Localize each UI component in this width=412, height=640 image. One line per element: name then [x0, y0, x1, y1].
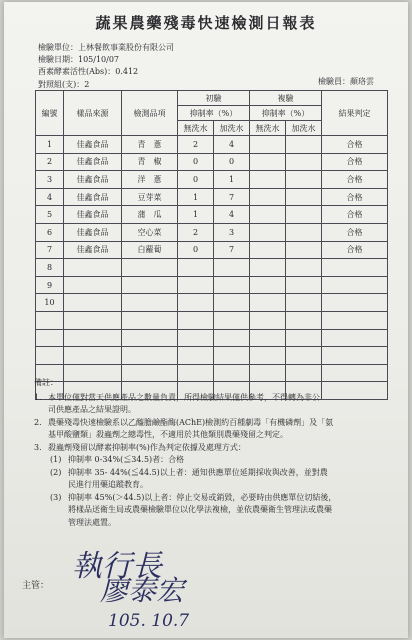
row-recheck-no-wash	[250, 206, 286, 224]
row-recheck-add-wash	[286, 188, 322, 206]
row-source	[64, 294, 122, 312]
header-recheck-label: 複驗	[277, 93, 294, 103]
row-no: 6	[36, 223, 64, 241]
row-recheck-no-wash	[250, 294, 286, 312]
row-item	[122, 294, 178, 312]
row-result	[322, 259, 388, 277]
note-item	[34, 492, 386, 530]
row-result	[322, 294, 388, 312]
table-row	[36, 223, 388, 241]
row-initial-no-wash: 0	[178, 241, 214, 259]
row-source: 佳鑫食品	[64, 171, 122, 189]
inspection-date: 檢驗日期：105/10/07	[38, 55, 120, 64]
row-item: 豆芽菜	[122, 188, 178, 206]
row-initial-add-wash	[214, 347, 250, 365]
row-result: 合格	[322, 171, 388, 189]
note-item	[34, 417, 386, 442]
table-row	[36, 276, 388, 294]
table-row	[36, 259, 388, 277]
row-result	[322, 347, 388, 365]
table-row	[36, 347, 388, 365]
table-row	[36, 329, 388, 347]
row-source: 佳鑫食品	[64, 206, 122, 224]
row-source: 佳鑫食品	[64, 223, 122, 241]
row-initial-no-wash: 2	[178, 136, 214, 154]
note-line: 管理法處置。	[68, 517, 116, 527]
row-recheck-no-wash	[250, 188, 286, 206]
row-item: 白蘿蔔	[122, 241, 178, 259]
header-initial-label: 初驗	[205, 93, 222, 103]
note-line: 抑制率 0-34%(≦34.5)者：合格	[68, 455, 185, 464]
report-sheet	[4, 2, 408, 638]
row-recheck-add-wash	[286, 294, 322, 312]
row-recheck-add-wash	[286, 206, 322, 224]
note-line: 司供應產品之結果證明。	[48, 405, 136, 414]
header-recheck-rate: 抑制率（%）	[250, 106, 322, 121]
note-item	[34, 454, 386, 467]
table-row	[36, 188, 388, 206]
note-number: 2.	[34, 417, 42, 427]
report-title: 蔬果農藥殘毒快速檢測日報表	[95, 14, 317, 32]
row-item	[122, 259, 178, 277]
row-source: 佳鑫食品	[64, 241, 122, 259]
row-initial-add-wash: 4	[214, 136, 250, 154]
note-text	[48, 442, 246, 455]
row-initial-add-wash	[214, 329, 250, 347]
row-source	[64, 259, 122, 277]
row-initial-no-wash	[178, 276, 214, 294]
row-recheck-add-wash	[286, 153, 322, 171]
row-item: 青 椒	[122, 153, 178, 171]
row-recheck-no-wash	[250, 223, 286, 241]
row-item: 青 蔥	[122, 136, 178, 154]
header-source: 樣品來源	[64, 91, 122, 136]
table-row	[36, 294, 388, 312]
header-recheck-add-wash: 加洗水	[286, 121, 322, 136]
note-line: 殺蟲劑殘留以酵素抑制率(%)作為判定依據及處理方式：	[48, 442, 246, 452]
row-initial-no-wash	[178, 347, 214, 365]
row-result: 合格	[322, 241, 388, 259]
note-line: 民進行用藥追蹤教育。	[68, 480, 148, 489]
row-recheck-no-wash	[250, 153, 286, 171]
row-result: 合格	[322, 188, 388, 206]
table-row	[36, 241, 388, 259]
row-recheck-no-wash	[250, 276, 286, 294]
row-no: 5	[36, 206, 64, 224]
row-recheck-no-wash	[250, 259, 286, 277]
note-number: (3)	[50, 492, 62, 502]
table-row	[36, 136, 388, 154]
row-initial-no-wash	[178, 311, 214, 329]
row-no: 3	[36, 171, 64, 189]
row-recheck-add-wash	[286, 241, 322, 259]
note-line: 將樣品送衛生局或農藥檢驗單位以化學法複檢，並依農藥衛生管理法或農藥	[68, 505, 332, 514]
row-result: 合格	[322, 206, 388, 224]
row-recheck-add-wash	[286, 171, 322, 189]
note-number: 1.	[34, 392, 42, 402]
enzyme-activity: 酉素酵素活性(Abs)：0.412	[38, 67, 139, 76]
row-initial-no-wash	[178, 329, 214, 347]
row-recheck-add-wash	[286, 223, 322, 241]
note-text	[68, 492, 336, 530]
note-text	[68, 467, 328, 492]
header-recheck-no-wash: 無洗水	[250, 121, 286, 136]
note-line: 抑制率 35- 44%(≦44.5)以上者：通知供應單位延期採收與改善，並對農	[68, 467, 328, 477]
signature-date: 105. 10.7	[108, 611, 190, 630]
note-text	[68, 454, 184, 467]
note-number: (2)	[50, 467, 62, 477]
note-line: 基甲酸鹽類」殺蟲劑之總毒性，不適用於其他類別農藥殘留之判定。	[48, 430, 288, 439]
row-item: 蒲 瓜	[122, 206, 178, 224]
row-result: 合格	[322, 153, 388, 171]
header-no: 編號	[36, 91, 64, 136]
row-initial-add-wash: 3	[214, 223, 250, 241]
table-row	[36, 311, 388, 329]
row-initial-no-wash: 0	[178, 153, 214, 171]
row-source: 佳鑫食品	[64, 153, 122, 171]
row-no: 10	[36, 294, 64, 312]
row-item	[122, 276, 178, 294]
note-number: 3.	[34, 442, 42, 452]
row-result: 合格	[322, 223, 388, 241]
row-item	[122, 311, 178, 329]
row-initial-add-wash: 7	[214, 188, 250, 206]
row-source	[64, 276, 122, 294]
row-initial-add-wash: 0	[214, 153, 250, 171]
table-row	[36, 206, 388, 224]
note-item	[34, 392, 386, 417]
header-initial	[178, 91, 250, 106]
row-result: 合格	[322, 136, 388, 154]
header-recheck	[250, 91, 322, 106]
row-result	[322, 329, 388, 347]
signature-line2: 廖泰宏	[100, 574, 185, 607]
row-recheck-no-wash	[250, 171, 286, 189]
row-recheck-no-wash	[250, 347, 286, 365]
note-text	[48, 417, 333, 442]
row-initial-add-wash	[214, 294, 250, 312]
row-recheck-add-wash	[286, 136, 322, 154]
row-no: 2	[36, 153, 64, 171]
row-recheck-no-wash	[250, 329, 286, 347]
row-no: 1	[36, 136, 64, 154]
supervisor-label: 主管：	[22, 581, 50, 591]
row-recheck-add-wash	[286, 329, 322, 347]
row-result	[322, 311, 388, 329]
row-no: 8	[36, 259, 64, 277]
row-initial-add-wash	[214, 259, 250, 277]
row-initial-add-wash: 4	[214, 206, 250, 224]
row-item: 空心菜	[122, 223, 178, 241]
row-initial-add-wash: 1	[214, 171, 250, 189]
table-row	[36, 171, 388, 189]
row-initial-no-wash: 1	[178, 188, 214, 206]
note-item	[34, 467, 386, 492]
row-no: 9	[36, 276, 64, 294]
row-initial-no-wash: 0	[178, 171, 214, 189]
header-result: 結果判定	[322, 91, 388, 136]
row-source	[64, 329, 122, 347]
row-recheck-add-wash	[286, 276, 322, 294]
row-no: 7	[36, 241, 64, 259]
signature-line1: 執行長	[72, 549, 162, 584]
row-initial-add-wash	[214, 311, 250, 329]
row-initial-add-wash: 7	[214, 241, 250, 259]
note-number: (1)	[50, 455, 62, 464]
row-item	[122, 347, 178, 365]
notes	[34, 377, 386, 529]
results-table	[35, 90, 388, 400]
note-text	[48, 392, 320, 417]
row-no	[36, 311, 64, 329]
note-item	[34, 442, 386, 455]
row-recheck-add-wash	[286, 347, 322, 365]
notes-heading: 備註：	[34, 378, 58, 387]
control-group: 對照組(支)：2	[38, 80, 90, 89]
note-line: 本單位僅對當天供應產品之數量負責，所得檢驗結果僅供參考，不得轉為非公	[48, 392, 320, 402]
inspection-unit: 檢驗單位：上林餐飲事業股份有限公司	[38, 43, 174, 52]
row-initial-no-wash: 2	[178, 223, 214, 241]
row-recheck-no-wash	[250, 136, 286, 154]
inspector: 檢驗員：顏珞雲	[318, 77, 374, 86]
row-initial-add-wash	[214, 276, 250, 294]
row-no: 4	[36, 188, 64, 206]
row-recheck-add-wash	[286, 311, 322, 329]
note-line: 農藥殘毒快速檢驗系以乙醯膽鹼酯酶(AChE)檢測約百種劇毒「有機磷劑」及「氨	[48, 417, 334, 427]
header-initial-rate: 抑制率（%）	[178, 106, 250, 121]
row-no	[36, 347, 64, 365]
header-item: 檢測品項	[122, 91, 178, 136]
header-initial-no-wash: 無洗水	[178, 121, 214, 136]
row-no	[36, 329, 64, 347]
row-initial-no-wash	[178, 294, 214, 312]
row-result	[322, 276, 388, 294]
row-item	[122, 329, 178, 347]
row-source: 佳鑫食品	[64, 136, 122, 154]
row-initial-no-wash: 1	[178, 206, 214, 224]
row-item: 洋 蔥	[122, 171, 178, 189]
row-recheck-no-wash	[250, 241, 286, 259]
row-recheck-add-wash	[286, 259, 322, 277]
table-row	[36, 153, 388, 171]
signature-name	[96, 570, 256, 630]
header-initial-add-wash: 加洗水	[214, 121, 250, 136]
row-source: 佳鑫食品	[64, 188, 122, 206]
note-line: 抑制率 45%(＞44.5)以上者：停止交易或銷毀，必要時由供應單位切結後，	[68, 492, 337, 502]
row-initial-no-wash	[178, 259, 214, 277]
row-source	[64, 347, 122, 365]
row-source	[64, 311, 122, 329]
row-recheck-no-wash	[250, 311, 286, 329]
